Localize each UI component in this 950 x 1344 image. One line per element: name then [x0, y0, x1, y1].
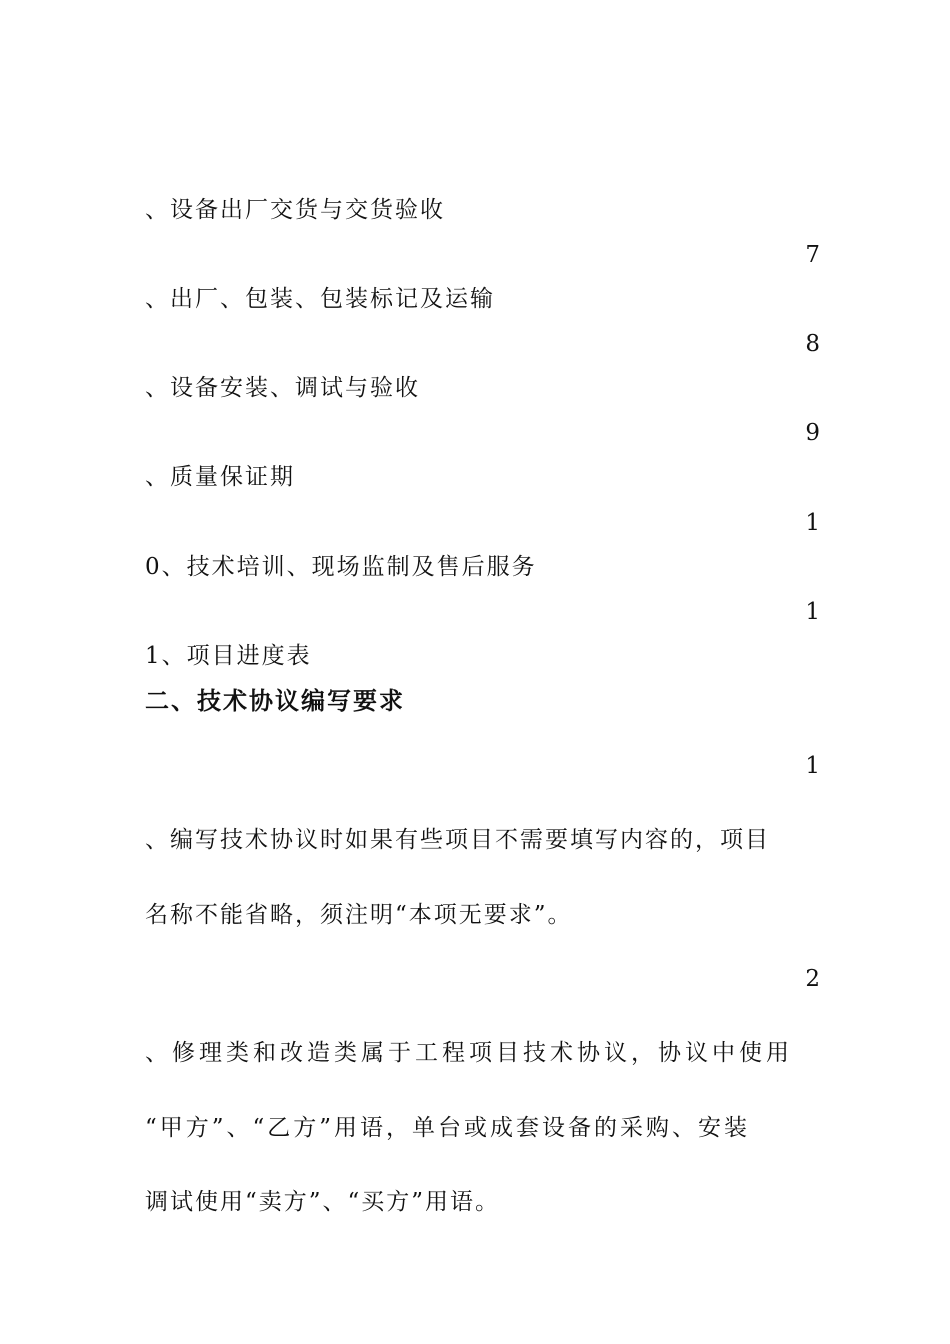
toc-item-schedule: 1、项目进度表: [145, 643, 312, 669]
toc-item-warranty: 、质量保证期: [145, 464, 295, 490]
requirement-1-line-1: 、编写技术协议时如果有些项目不需要填写内容的，项目: [145, 827, 770, 853]
toc-number-8: 8: [805, 331, 820, 357]
requirement-number-2: 2: [805, 966, 820, 992]
requirement-2-line-3: 调试使用“卖方”、“买方”用语。: [145, 1189, 501, 1215]
requirement-1-line-2: 名称不能省略，须注明“本项无要求”。: [145, 902, 573, 928]
requirement-number-1: 1: [805, 753, 820, 779]
toc-item-training: 0、技术培训、现场监制及售后服务: [145, 554, 537, 580]
section-heading: 二、技术协议编写要求: [145, 687, 405, 715]
toc-item-packaging: 、出厂、包装、包装标记及运输: [145, 286, 495, 312]
toc-number-7: 7: [805, 242, 820, 268]
toc-number-10-part: 1: [805, 510, 820, 536]
toc-number-9: 9: [805, 420, 820, 446]
toc-item-installation: 、设备安装、调试与验收: [145, 375, 420, 401]
requirement-2-line-2: “甲方”、“乙方”用语，单台或成套设备的采购、安装: [145, 1115, 751, 1141]
toc-item-delivery: 、设备出厂交货与交货验收: [145, 197, 445, 223]
toc-number-11-part: 1: [805, 599, 820, 625]
requirement-2-line-1: 、修理类和改造类属于工程项目技术协议，协议中使用: [145, 1040, 793, 1066]
